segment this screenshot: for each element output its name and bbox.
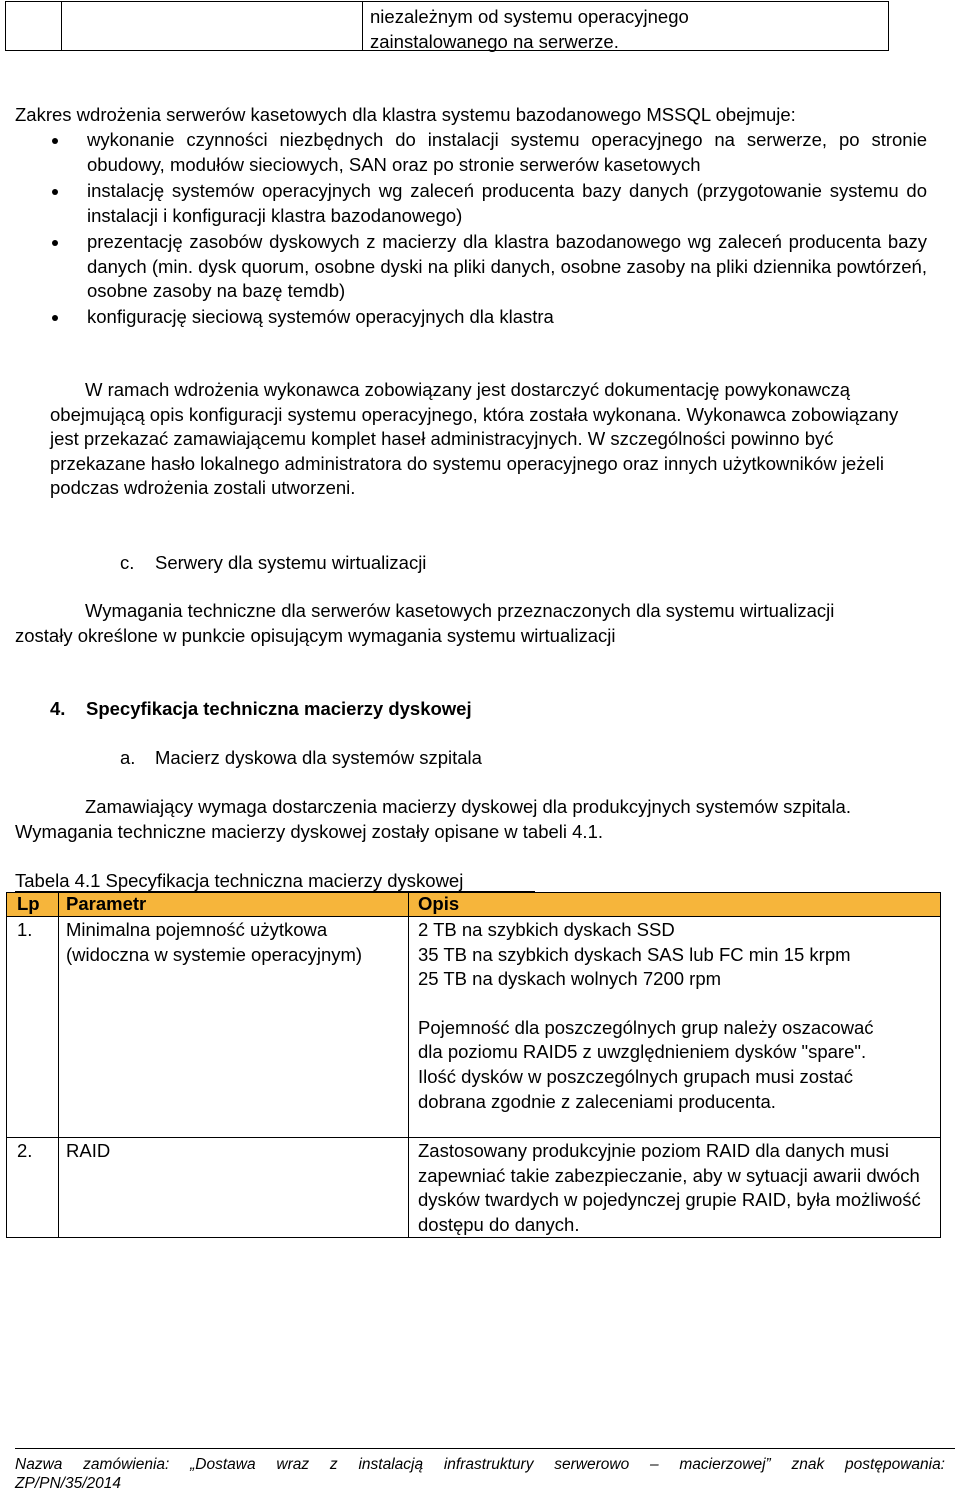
header-param: Parametr — [66, 893, 147, 914]
table-header-row — [6, 892, 941, 916]
table-border — [6, 1137, 941, 1138]
top-table — [5, 1, 889, 51]
section-4-number: 4. — [50, 698, 66, 719]
section-4-title: Specyfikacja techniczna macierzy dyskowej — [86, 698, 472, 719]
row1-opis-note: Pojemność dla poszczególnych grup należy oszacować dla poziomu RAID5 z uwzględnieniem dysków "spare". Ilość dysków w poszczególnych grupach musi zostać dobrana zgodnie z zaleceniami producenta. — [418, 1016, 874, 1112]
list-item: konfigurację sieciową systemów operacyjnych dla klastra — [87, 305, 927, 330]
section-a-title: Macierz dyskowa dla systemów szpitala — [155, 747, 482, 768]
bullet-icon — [52, 138, 58, 144]
header-opis: Opis — [418, 893, 460, 914]
table-border — [6, 892, 941, 893]
top-table-line: niezależnym od systemu operacyjnego — [370, 6, 689, 27]
section-c-paragraph: Wymagania techniczne dla serwerów kasetowych przeznaczonych dla systemu wirtualizacji zostały określone w punkcie opisującym wymagania systemu wirtualizacji — [15, 600, 835, 646]
bullet-icon — [52, 189, 58, 195]
section-c-label: c. — [120, 552, 135, 573]
section-c-title: Serwery dla systemu wirtualizacji — [155, 552, 427, 573]
table-border — [940, 892, 941, 1238]
scope-intro: Zakres wdrożenia serwerów kasetowych dla klastra systemu bazodanowego MSSQL obejmuje: — [15, 104, 796, 125]
bullet-icon — [52, 240, 58, 246]
row2-lp: 2. — [17, 1140, 33, 1161]
section-a-paragraph: Zamawiający wymaga dostarczenia macierzy dyskowej dla produkcyjnych systemów szpitala. Wymagania techniczne macierzy dyskowej zostały opisane w tabeli 4.1. — [15, 796, 851, 842]
row1-param: Minimalna pojemność użytkowa (widoczna w systemie operacyjnym) — [66, 919, 363, 965]
row2-param: RAID — [66, 1140, 111, 1161]
footer-text: Nazwa zamówienia: „Dostawa wraz z instalacją infrastruktury serwerowo – macierzowej” znak postępowania: — [15, 1456, 945, 1473]
table-border — [58, 892, 59, 1238]
table-border — [6, 916, 941, 917]
table-border — [6, 892, 7, 1238]
row1-opis-line: 35 TB na szybkich dyskach SAS lub FC min 15 krpm — [418, 943, 851, 965]
row1-opis-line: 25 TB na dyskach wolnych 7200 rpm — [418, 968, 722, 990]
row2-opis: Zastosowany produkcyjnie poziom RAID dla danych musi zapewniać takie zabezpieczanie, aby w sytuacji awarii dwóch dysków twardych w pojedynczej grupie RAID, była możliwość dostępu do danych. — [418, 1140, 921, 1235]
row1-opis-line: 2 TB na szybkich dyskach SSD — [418, 919, 675, 940]
footer — [15, 1455, 945, 1493]
top-table-line: zainstalowanego na serwerze. — [370, 30, 619, 52]
list-item: wykonanie czynności niezbędnych do instalacji systemu operacyjnego na serwerze, po stronie obudowy, modułów sieciowych, SAN oraz po stronie serwerów kasetowych — [87, 128, 927, 177]
section-a-label: a. — [120, 747, 136, 768]
row1-opis — [418, 918, 933, 1114]
row1-lp: 1. — [17, 919, 33, 940]
table-caption: Tabela 4.1 Specyfikacja techniczna macierzy dyskowej — [15, 870, 464, 891]
top-table-cell-opis — [370, 5, 880, 54]
documentation-paragraph: W ramach wdrożenia wykonawca zobowiązany jest dostarczyć dokumentację powykonawczą obejmującą opis konfiguracji systemu operacyjnego, która została wykonana. Wykonawca zobowiązany jest przekazać zamawiającemu komplet haseł administracyjnych. W szczególności powinno być przekazane hasło lokalnego administratora do systemu operacyjnego oraz innych użytkowników jeżeli podczas wdrożenia zostali utworzeni. — [50, 379, 899, 499]
top-table-cell-lp — [6, 2, 62, 50]
footer-rule — [15, 1448, 955, 1449]
table-border — [408, 892, 409, 1238]
footer-code: ZP/PN/35/2014 — [15, 1475, 121, 1492]
header-lp: Lp — [17, 893, 40, 914]
top-table-cell-param — [62, 2, 363, 50]
bullet-icon — [52, 315, 58, 321]
list-item: instalację systemów operacyjnych wg zaleceń producenta bazy danych (przygotowanie systemu do instalacji i konfiguracji klastra bazodanowego) — [87, 179, 927, 228]
list-item: prezentację zasobów dyskowych z macierzy dla klastra bazodanowego wg zaleceń producenta bazy danych (min. dysk quorum, osobne dyski na pliki danych, osobne zasoby na pliki dziennika powtórzeń, osobne zasoby na bazę temdb) — [87, 230, 927, 304]
spec-table — [6, 892, 941, 1238]
